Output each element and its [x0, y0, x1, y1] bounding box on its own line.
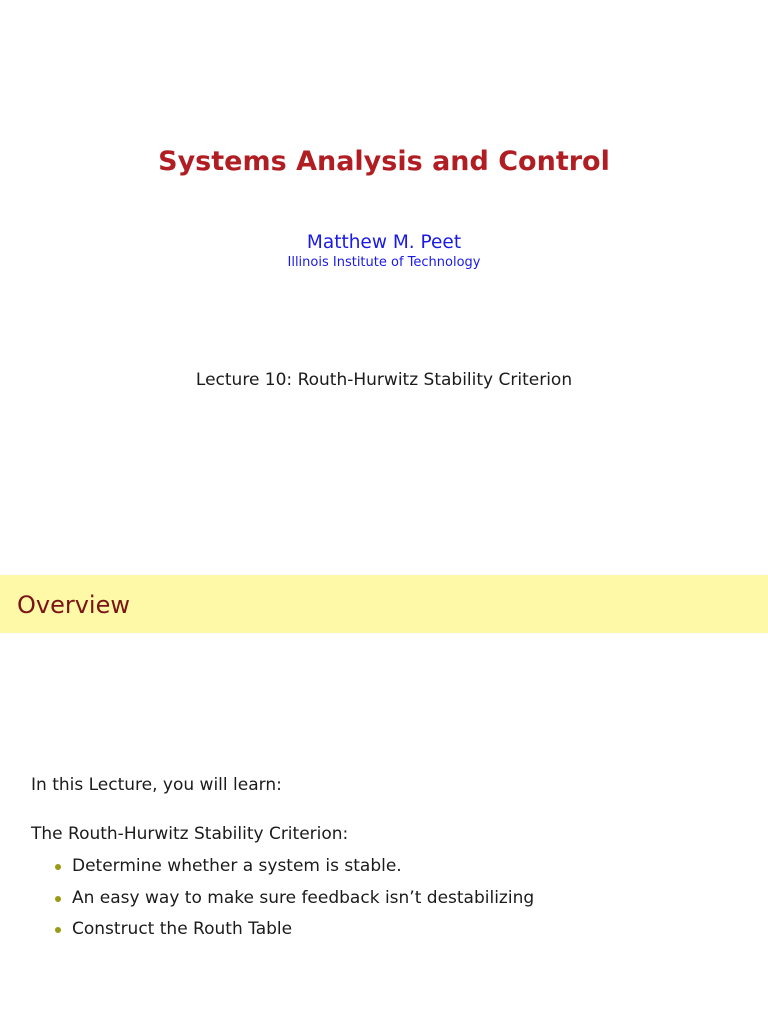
lecture-subtitle: Lecture 10: Routh-Hurwitz Stability Criterion — [195, 370, 573, 390]
frame-title: Overview — [17, 591, 130, 619]
criterion-heading: The Routh-Hurwitz Stability Criterion: — [31, 824, 349, 844]
bullet-text: Determine whether a system is stable. — [72, 856, 402, 876]
bullet-text: Construct the Routh Table — [72, 919, 293, 939]
list-item — [50, 888, 534, 920]
bullet-icon — [55, 927, 61, 933]
author-institution: Illinois Institute of Technology — [287, 255, 481, 270]
author-name: Matthew M. Peet — [306, 232, 462, 253]
intro-text: In this Lecture, you will learn: — [31, 775, 282, 795]
presentation-title: Systems Analysis and Control — [158, 146, 610, 177]
bullet-list — [50, 856, 534, 951]
list-item — [50, 919, 534, 951]
bullet-icon — [55, 864, 61, 870]
bullet-text: An easy way to make sure feedback isn’t destabilizing — [72, 887, 535, 908]
list-item — [50, 856, 534, 888]
bullet-icon — [55, 896, 61, 902]
overview-slide — [0, 575, 768, 1024]
frame-title-bar — [0, 575, 768, 633]
